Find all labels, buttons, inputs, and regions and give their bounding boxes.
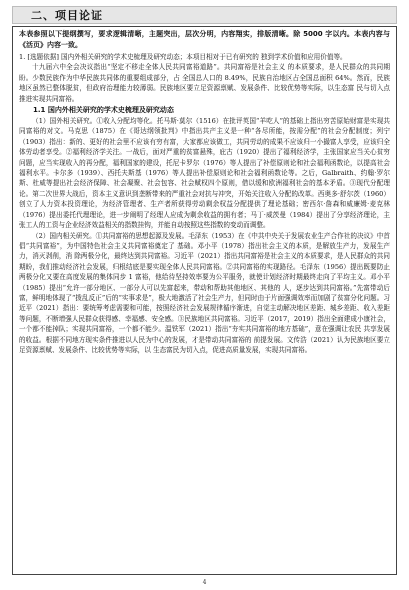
paragraph-background: 十九届六中全会决议指出“坚定不移走全体人民共同富裕道路”。共同富裕是社会主义 的本质要求，是人民群众的共同期盼。少数民族作为中华民族共同体的重要组成部分，占 全国总人口的 8.49%，民族自治地区占全国总面积 64%。然而，民族地区虽然已整体脱贫，但政府治理能力较薄弱。民族地区要立足资源禀赋、发展条件、比较优势等实际，以生态富 民与切入点推进实现共同富裕。	[19, 63, 390, 103]
content-frame	[12, 26, 397, 575]
section-header	[12, 6, 397, 24]
subsection-heading: 1.1 国内外相关研究的学术史梳理及研究动态	[33, 106, 174, 115]
page-number: 4	[202, 579, 207, 586]
instruction-notice: 本表参照以下提纲撰写，要求逻辑清晰，主题突出，层次分明，内容翔实，排版清晰。除 5000 字以内。本表内容与《活页》内容一致。	[19, 30, 390, 49]
section-title: 二、项目论证	[31, 9, 103, 22]
paragraph-foreign-research: （1）国外相关研究。①收入分配均等化。托马斯·莫尔（1516）在批评英国“羊吃人”的基础上指出穷苦原始财富是实现共同富裕的对文。马克思（1875）在《哥达纲领批判》中指出共产主义是一种“各尽所能，按需分配”的社会分配制度；列宁（1903）指出：新的、更好的社会里不应该有穷有富，大家都应该做工，共同劳动的成果不应该归一小撮富人享受，应该归全体劳动者享受。②福利经济学关注。一战后，面对严重的贫富悬殊，庇古（1920）提出了福利经济学，主张国家应当关心贫穷问题，应当实现收入的再分配，福利国家的建设，托尼卡罗尔（1976）等人提出了补偿原则论和社会福利函数论，以提高社会福利水平。卡尔多（1939）、西托夫斯基（1976）等人提出补偿原则论和社会福利函数论等。之后，Galbraith、约翰·罗尔斯、杜威等提出社会经济保障、社会凝聚、社会包容、社会赋权四个原则，借以缓和欧洲福利社会的基本矛盾。③现代分配理论。第二次世界大战后，资本主义意识到垄断带来的严重社会对抗与冲突，开始关注收入分配的改革。西奥多·舒尔茨（1960）创立了人力资本投资理论，为经济管理者、生产者所获得劳动剩余权益分配提供了理论基础；密西尔·詹森和威廉姆·麦克林（1976）提出委托代理理论，进一步阐明了经理人应成为剩余收益的拥有者；马丁·威茨曼（1984）提出了分享经济理论，主张工人的工资与企业经济效益相关的指数挂钩，并能自动按照这些指数的变动而调整。	[19, 117, 390, 230]
paragraph-domestic-research: （2）国内相关研究。①共同富裕的思想起源及发展。毛泽东（1953）在《中共中央关于发展农业生产合作社的决议》中首倡“共同富裕”，为中国特色社会主义共同富裕奠定了 基础。邓小平（1978）指出社会主义的本质，是解放生产力，发展生产力，消灭剥削，消 除两极分化，最终达到共同富裕。习近平（2021）指出共同富裕是社会主义的本质要求，是人民群众的共同期盼，我们推动经济社会发展，归根结底是要实现全体人民共同富裕。②共同富裕的实现路径。毛泽东（1956）提出既要防止两极分化又要在高度发展的集体同步 1 富裕，他给待坚持效率要为公平服务，就使计划经济时期最终走向了平均主义。邓小平（1985）提出“允许一部分地区、一部分人可以先富起来，带动和帮助其他地区、其他的 人，逐步达到共同富裕。”先富带动后富，鲜明地体现了“拨乱反正”后的“实事求是”，极大地激活了社会生产力，但同时由于片面强调效率而加剧了贫富分化问题。习近平（2021）指出：要统筹考虑需要和可能，按照经济社会发展规律循序渐进，自觉主动解决地区差距、城乡差距、收入差距等问题，不断增强人民群众获得感、幸福感、安全感。③民族地区共同富裕。习近平（2017，2019）指出全面建成小康社会，一个都不能掉队；实现共同富裕，一个都不能少。温铁军（2021）指出“夯实共同富裕的地方基础”，意在强调让农民 共享发展的收益。根据不同地方现实条件推进以人民为中心的发展，才是带动共同富裕的 前提发展。文传浩（2021）认为民族地区要立足资源禀赋、发展条件、比较优势等实际，以 生态富民为切入点，促进高质量发展，实现共同富裕。	[19, 231, 390, 354]
paragraph-topic-basis: 1. [选题依据] 国内外相关研究的学术史梳理及研究动态；本项目相对于已有研究的 独到学术价值和应用价值等。	[19, 53, 347, 61]
